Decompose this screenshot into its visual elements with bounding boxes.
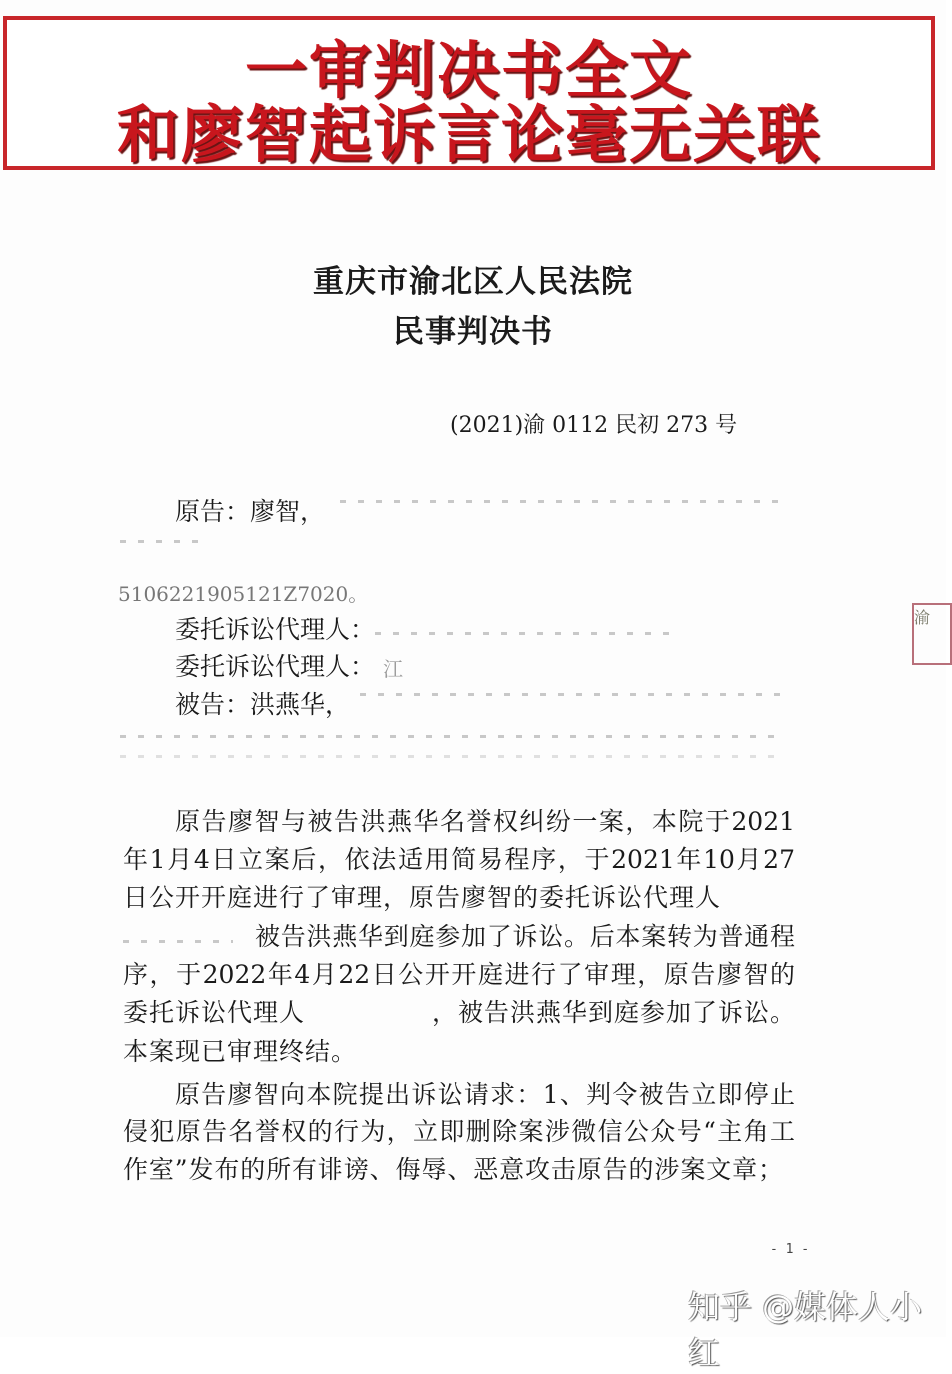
redacted-text (375, 632, 670, 635)
agent-line-2: 委托诉讼代理人： (175, 652, 376, 681)
defendant-line: 被告：洪燕华， (175, 690, 351, 719)
body-line: 被告洪燕华到庭参加了诉讼。后本案转为普通程 (255, 922, 795, 951)
redacted-text (120, 755, 785, 758)
body-line: 序，于2022年4月22日公开开庭进行了审理，原告廖智的 (123, 960, 795, 989)
agent2-fragment: 江 (383, 657, 403, 681)
id-fragment: 5106221905121Z7020。 (118, 582, 369, 606)
body-line: 年1月4日立案后，依法适用简易程序，于2021年10月27 (123, 845, 795, 874)
seal-stamp (912, 603, 952, 665)
headline-banner (3, 16, 935, 170)
page-number: - 1 - (770, 1242, 810, 1257)
redacted-text (120, 540, 200, 543)
banner-line-1: 一审判决书全文 (244, 34, 693, 107)
watermark: 知乎 @媒体人小红 (688, 1288, 923, 1372)
body-line: 侵犯原告名誉权的行为，立即删除案涉微信公众号“主角工 (123, 1117, 795, 1146)
body-line: 本案现已审理终结。 (123, 1037, 358, 1066)
stamp-text: 渝 (914, 608, 931, 627)
body-line: 日公开开庭进行了审理，原告廖智的委托诉讼代理人 (123, 883, 722, 912)
redacted-text (120, 735, 785, 738)
banner-line-2: 和廖智起诉言论毫无关联 (116, 98, 821, 171)
body-line: 原告廖智向本院提出诉讼请求：1、判令被告立即停止 (175, 1080, 795, 1109)
court-name: 重庆市渝北区人民法院 (313, 264, 633, 300)
plaintiff-line: 原告：廖智， (175, 497, 326, 526)
body-line: ，被告洪燕华到庭参加了诉讼。 (432, 998, 797, 1027)
body-line: 委托诉讼代理人 (123, 998, 306, 1027)
document-type: 民事判决书 (393, 314, 553, 350)
redacted-text (123, 940, 233, 943)
body-line: 原告廖智与被告洪燕华名誉权纠纷一案，本院于2021 (175, 807, 795, 836)
redacted-text (340, 500, 785, 503)
agent-line-1: 委托诉讼代理人： (175, 615, 376, 644)
body-line: 作室”发布的所有诽谤、侮辱、恶意攻击原告的涉案文章； (123, 1155, 783, 1184)
case-number: (2021)渝 0112 民初 273 号 (450, 413, 738, 438)
redacted-text (360, 693, 785, 696)
